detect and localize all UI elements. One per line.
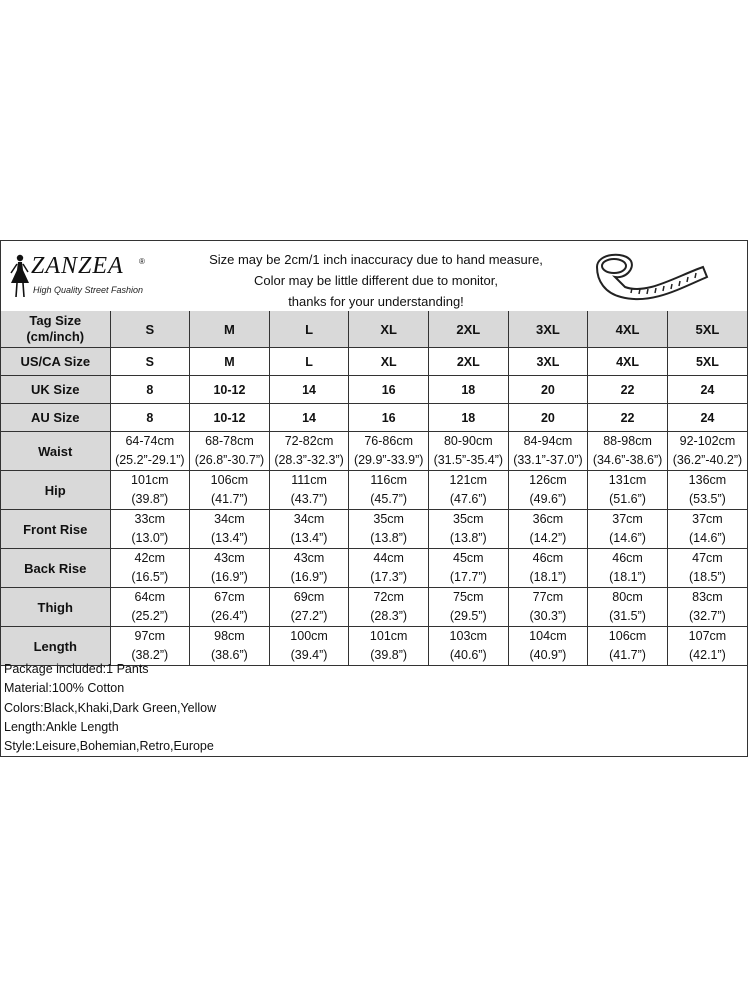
cm-value: 69cm bbox=[293, 590, 325, 604]
inch-value: (18.1”) bbox=[529, 570, 567, 584]
registered-mark: ® bbox=[139, 257, 145, 266]
cm-value: 107cm bbox=[688, 629, 727, 643]
row-header: US/CA Size bbox=[1, 348, 110, 376]
measure-cell bbox=[667, 588, 747, 627]
measure-cell bbox=[667, 549, 747, 588]
cm-value: 46cm bbox=[532, 551, 564, 565]
cm-value: 98cm bbox=[214, 629, 245, 643]
inch-value: (13.4”) bbox=[290, 531, 328, 545]
row-header: Thigh bbox=[1, 588, 110, 627]
measure-cell bbox=[667, 471, 747, 510]
cm-value: 34cm bbox=[214, 512, 245, 526]
size-cell: 16 bbox=[349, 376, 429, 404]
size-cell: 20 bbox=[508, 404, 588, 432]
size-cell: 8 bbox=[110, 376, 190, 404]
size-cell: M bbox=[190, 348, 270, 376]
notice-line: Size may be 2cm/1 inch inaccuracy due to hand measure, bbox=[209, 252, 543, 267]
measure-cell bbox=[190, 471, 270, 510]
cm-value: 83cm bbox=[692, 590, 723, 604]
cm-value: 36cm bbox=[532, 512, 564, 526]
cm-value: 121cm bbox=[449, 473, 488, 487]
inch-value: (28.3”-32.3”) bbox=[274, 453, 344, 467]
inch-value: (39.4”) bbox=[290, 648, 328, 662]
measure-cell bbox=[269, 510, 349, 549]
measure-cell bbox=[190, 588, 270, 627]
detail-package: Package included:1 Pants bbox=[4, 662, 149, 676]
cm-value: 72cm bbox=[373, 590, 404, 604]
measure-cell bbox=[190, 549, 270, 588]
cm-value: 106cm bbox=[608, 629, 647, 643]
size-chart bbox=[0, 240, 748, 757]
cm-value: 76-86cm bbox=[364, 434, 413, 448]
measure-cell bbox=[429, 471, 509, 510]
cm-value: 37cm bbox=[612, 512, 643, 526]
cm-value: 97cm bbox=[134, 629, 166, 643]
detail-length: Length:Ankle Length bbox=[4, 719, 119, 734]
cm-value: 92-102cm bbox=[679, 434, 736, 448]
measure-cell bbox=[110, 432, 190, 471]
measure-cell bbox=[667, 510, 747, 549]
measure-cell bbox=[588, 432, 668, 471]
size-row bbox=[1, 348, 747, 376]
size-table bbox=[1, 311, 747, 666]
tag-size-row bbox=[1, 311, 747, 348]
cm-value: 47cm bbox=[692, 551, 723, 565]
inch-value: (14.6”) bbox=[689, 531, 726, 545]
detail-style: Style:Leisure,Bohemian,Retro,Europe bbox=[4, 739, 214, 754]
cm-value: 35cm bbox=[373, 512, 404, 526]
measure-row bbox=[1, 432, 747, 471]
dress-silhouette-icon bbox=[7, 253, 33, 299]
measure-cell bbox=[429, 549, 509, 588]
inch-value: (13.0”) bbox=[131, 531, 169, 545]
size-cell: 5XL bbox=[667, 348, 747, 376]
size-cell: 20 bbox=[508, 376, 588, 404]
inch-value: (39.8”) bbox=[370, 648, 408, 662]
measure-cell bbox=[269, 627, 349, 666]
measure-row bbox=[1, 510, 747, 549]
cm-value: 88-98cm bbox=[603, 434, 652, 448]
cm-value: 75cm bbox=[453, 590, 484, 604]
size-cell: S bbox=[110, 348, 190, 376]
inch-value: (31.5”) bbox=[609, 609, 646, 623]
row-header: Length bbox=[1, 627, 110, 666]
measure-cell bbox=[269, 432, 349, 471]
measure-cell bbox=[269, 471, 349, 510]
inch-value: (36.2”-40.2”) bbox=[672, 453, 743, 467]
measure-cell bbox=[190, 510, 270, 549]
cm-value: 43cm bbox=[293, 551, 325, 565]
tag-size-header: Tag Size (cm/inch) bbox=[1, 311, 110, 348]
inch-value: (14.6”) bbox=[609, 531, 646, 545]
inch-value: (41.7”) bbox=[211, 492, 248, 506]
inch-value: (14.2”) bbox=[529, 531, 567, 545]
size-row bbox=[1, 404, 747, 432]
tag-size-cell: L bbox=[269, 311, 349, 348]
size-cell: 24 bbox=[667, 404, 747, 432]
size-cell: 2XL bbox=[429, 348, 509, 376]
inch-value: (43.7”) bbox=[290, 492, 328, 506]
measure-row bbox=[1, 471, 747, 510]
row-header: UK Size bbox=[1, 376, 110, 404]
inch-value: (38.6”) bbox=[211, 648, 248, 662]
inch-value: (49.6”) bbox=[529, 492, 567, 506]
inch-value: (40.9”) bbox=[529, 648, 567, 662]
inch-value: (25.2”) bbox=[131, 609, 169, 623]
measure-cell bbox=[349, 510, 429, 549]
inch-value: (34.6”-38.6”) bbox=[592, 453, 663, 467]
cm-value: 116cm bbox=[370, 473, 407, 487]
cm-value: 45cm bbox=[453, 551, 484, 565]
cm-value: 37cm bbox=[692, 512, 723, 526]
tag-size-cell: S bbox=[110, 311, 190, 348]
measure-cell bbox=[588, 471, 668, 510]
measure-cell bbox=[110, 471, 190, 510]
measure-cell bbox=[110, 588, 190, 627]
detail-material: Material:100% Cotton bbox=[4, 681, 125, 696]
measure-row bbox=[1, 549, 747, 588]
inch-value: (16.9”) bbox=[211, 570, 248, 584]
inch-value: (40.6”) bbox=[449, 648, 487, 662]
cm-value: 68-78cm bbox=[205, 434, 254, 448]
cm-value: 43cm bbox=[214, 551, 245, 565]
inch-value: (32.7”) bbox=[689, 609, 726, 623]
measure-cell bbox=[349, 627, 429, 666]
cm-value: 111cm bbox=[291, 473, 327, 487]
row-header: AU Size bbox=[1, 404, 110, 432]
size-cell: 14 bbox=[269, 404, 349, 432]
cm-value: 44cm bbox=[373, 551, 404, 565]
size-cell: 22 bbox=[588, 404, 668, 432]
tag-size-cell: 2XL bbox=[429, 311, 509, 348]
inch-value: (39.8”) bbox=[131, 492, 169, 506]
inch-value: (13.8”) bbox=[370, 531, 408, 545]
cm-value: 77cm bbox=[532, 590, 564, 604]
cm-value: 103cm bbox=[449, 629, 488, 643]
cm-value: 80cm bbox=[612, 590, 643, 604]
inch-value: (30.3”) bbox=[529, 609, 567, 623]
tag-size-cell: 5XL bbox=[667, 311, 747, 348]
size-cell: 24 bbox=[667, 376, 747, 404]
inch-value: (17.3”) bbox=[370, 570, 408, 584]
measure-cell bbox=[429, 510, 509, 549]
size-cell: 22 bbox=[588, 376, 668, 404]
measure-cell bbox=[508, 588, 588, 627]
product-details bbox=[4, 660, 216, 756]
size-cell: 18 bbox=[429, 376, 509, 404]
brand-tagline: High Quality Street Fashion bbox=[33, 285, 144, 295]
measure-cell bbox=[508, 627, 588, 666]
notice-line: thanks for your understanding! bbox=[288, 294, 464, 309]
tag-size-cell: M bbox=[190, 311, 270, 348]
brand-name: ZANZEA bbox=[31, 253, 124, 279]
notice-line: Color may be little different due to monitor, bbox=[254, 273, 498, 288]
size-cell: 10-12 bbox=[190, 404, 270, 432]
cm-value: 101cm bbox=[369, 629, 408, 643]
cm-value: 64-74cm bbox=[125, 434, 175, 448]
inch-value: (29.5”) bbox=[449, 609, 487, 623]
inch-value: (31.5”-35.4”) bbox=[433, 453, 504, 467]
measure-cell bbox=[349, 588, 429, 627]
inch-value: (13.4”) bbox=[211, 531, 248, 545]
inch-value: (18.5”) bbox=[689, 570, 726, 584]
size-cell: 10-12 bbox=[190, 376, 270, 404]
cm-value: 80-90cm bbox=[443, 434, 493, 448]
cm-value: 35cm bbox=[453, 512, 484, 526]
inch-value: (18.1”) bbox=[609, 570, 646, 584]
size-cell: L bbox=[269, 348, 349, 376]
size-cell: 3XL bbox=[508, 348, 588, 376]
inch-value: (26.4”) bbox=[211, 609, 248, 623]
inch-value: (17.7”) bbox=[449, 570, 487, 584]
measure-cell bbox=[508, 471, 588, 510]
detail-colors: Colors:Black,Khaki,Dark Green,Yellow bbox=[4, 700, 217, 715]
row-header: Front Rise bbox=[1, 510, 110, 549]
inch-value: (47.6”) bbox=[449, 492, 487, 506]
measurement-notice bbox=[181, 249, 571, 312]
measure-cell bbox=[269, 549, 349, 588]
inch-value: (13.8”) bbox=[449, 531, 487, 545]
measure-cell bbox=[429, 588, 509, 627]
tag-size-cell: XL bbox=[349, 311, 429, 348]
inch-value: (45.7”) bbox=[370, 492, 408, 506]
measure-cell bbox=[110, 510, 190, 549]
inch-value: (33.1”-37.0”) bbox=[513, 453, 583, 467]
inch-value: (28.3”) bbox=[370, 609, 408, 623]
cm-value: 72-82cm bbox=[284, 434, 334, 448]
cm-value: 33cm bbox=[134, 512, 166, 526]
cm-value: 104cm bbox=[529, 629, 567, 643]
inch-value: (41.7”) bbox=[609, 648, 646, 662]
cm-value: 46cm bbox=[612, 551, 643, 565]
inch-value: (16.9”) bbox=[290, 570, 328, 584]
size-row bbox=[1, 376, 747, 404]
size-cell: 16 bbox=[349, 404, 429, 432]
cm-value: 67cm bbox=[214, 590, 245, 604]
measure-row bbox=[1, 588, 747, 627]
size-cell: 4XL bbox=[588, 348, 668, 376]
measure-cell bbox=[110, 549, 190, 588]
cm-value: 136cm bbox=[688, 473, 727, 487]
row-header: Waist bbox=[1, 432, 110, 471]
inch-value: (51.6”) bbox=[609, 492, 646, 506]
measuring-tape-icon bbox=[591, 247, 711, 305]
size-cell: 8 bbox=[110, 404, 190, 432]
measure-cell bbox=[588, 510, 668, 549]
row-header: Hip bbox=[1, 471, 110, 510]
measure-cell bbox=[508, 432, 588, 471]
cm-value: 100cm bbox=[290, 629, 328, 643]
measure-cell bbox=[508, 549, 588, 588]
measure-cell bbox=[349, 549, 429, 588]
inch-value: (16.5”) bbox=[131, 570, 169, 584]
cm-value: 64cm bbox=[134, 590, 166, 604]
size-cell: XL bbox=[349, 348, 429, 376]
cm-value: 42cm bbox=[134, 551, 166, 565]
inch-value: (25.2”-29.1”) bbox=[115, 453, 185, 467]
row-header: Back Rise bbox=[1, 549, 110, 588]
cm-value: 126cm bbox=[529, 473, 567, 487]
tag-size-cell: 3XL bbox=[508, 311, 588, 348]
measure-cell bbox=[190, 432, 270, 471]
measure-cell bbox=[508, 510, 588, 549]
measure-cell bbox=[588, 627, 668, 666]
inch-value: (53.5”) bbox=[689, 492, 726, 506]
inch-value: (38.2”) bbox=[131, 648, 169, 662]
size-cell: 14 bbox=[269, 376, 349, 404]
measure-cell bbox=[667, 627, 747, 666]
measure-cell bbox=[269, 588, 349, 627]
cm-value: 101cm bbox=[131, 473, 169, 487]
size-chart-header bbox=[1, 241, 747, 312]
size-cell: 18 bbox=[429, 404, 509, 432]
cm-value: 34cm bbox=[293, 512, 325, 526]
tag-size-cell: 4XL bbox=[588, 311, 668, 348]
measure-cell bbox=[588, 549, 668, 588]
inch-value: (42.1”) bbox=[689, 648, 726, 662]
measure-cell bbox=[429, 627, 509, 666]
cm-value: 84-94cm bbox=[523, 434, 573, 448]
measure-cell bbox=[667, 432, 747, 471]
measure-cell bbox=[588, 588, 668, 627]
inch-value: (26.8”-30.7”) bbox=[194, 453, 265, 467]
inch-value: (29.9”-33.9”) bbox=[353, 453, 424, 467]
inch-value: (27.2”) bbox=[290, 609, 328, 623]
measure-cell bbox=[429, 432, 509, 471]
cm-value: 131cm bbox=[608, 473, 647, 487]
cm-value: 106cm bbox=[210, 473, 249, 487]
measure-cell bbox=[349, 471, 429, 510]
measure-cell bbox=[349, 432, 429, 471]
